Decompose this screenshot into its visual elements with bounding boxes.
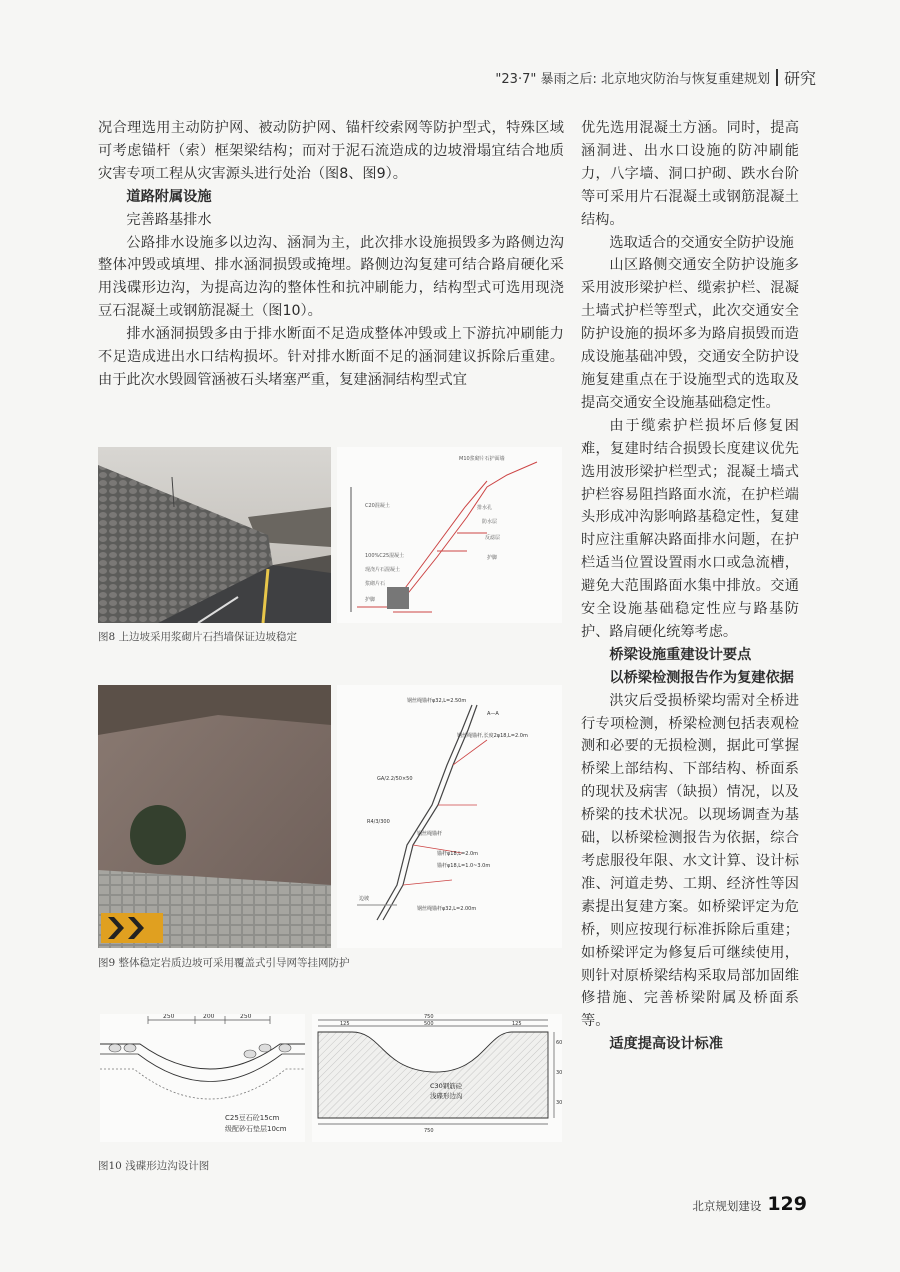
fig8-label: 现浇片石混凝土 (365, 567, 401, 573)
fig10b-dim: 500 (424, 1021, 434, 1027)
paragraph: 排水涵洞损毁多由于排水断面不足造成整体冲毁或上下游抗冲刷能力不足造成进出水口结构损坏。针对排水断面不足的涵洞建议拆除后重建。由于此次水毁圆管涵被石头堵塞严重，复建涵洞结构型式宜 (98, 326, 564, 388)
running-title: "23·7" 暴雨之后: 北京地灾防治与恢复重建规划 (495, 72, 770, 87)
fig8-label: 防水层 (482, 519, 498, 525)
header-divider (776, 69, 778, 86)
fig9-label: 边坡 (359, 896, 370, 902)
paragraph: 山区路侧交通安全防护设施多采用波形梁护栏、缆索护栏、混凝土墙式护栏等型式，此次交通安全防护设施的损坏多为路肩损毁而造成设施基础冲毁，交通安全防护设施复建重点在于设施型式的选取及提高交通安全设施基础稳定性。 (581, 257, 799, 411)
fig8-label-top: M10浆砌片石护面墙 (459, 456, 505, 462)
fig8-caption: 图8 上边坡采用浆砌片石挡墙保证边坡稳定 (98, 631, 298, 643)
paragraph: 优先选用混凝土方涵。同时，提高涵洞进、出水口设施的防冲刷能力，八字墙、洞口护砌、跌水台阶等可采用片石混凝土或钢筋混凝土结构。 (581, 120, 799, 228)
fig10b-label: C30钢筋砼 (430, 1082, 463, 1090)
fig8-label: 护脚 (487, 555, 498, 561)
fig9-label: 钢丝绳锚杆 (417, 831, 443, 837)
subheading-traffic-safety: 选取适合的交通安全防护设施 (609, 234, 794, 251)
fig10b-dim: 30 (556, 1070, 562, 1076)
fig8-label: 100%C25混凝土 (365, 553, 405, 559)
fig10b-dim: 125 (340, 1021, 350, 1027)
fig9-label: 钢丝绳锚杆φ32,L=2.00m (417, 906, 477, 912)
fig9-caption: 图9 整体稳定岩质边坡可采用覆盖式引导网等挂网防护 (98, 957, 350, 969)
fig10-caption: 图10 浅碟形边沟设计图 (98, 1160, 210, 1172)
paragraph: 况合理选用主动防护网、被动防护网、锚杆绞索网等防护型式，特殊区域可考虑锚杆（索）框架梁结构；而对于泥石流造成的边坡滑塌宜结合地质灾害专项工程从灾害源头进行处治（图8、图9）。 (98, 120, 564, 182)
fig9-label: 钢丝绳锚杆,长度2φ18,L=2.0m (457, 733, 528, 739)
fig8-label: 排水孔 (477, 505, 493, 511)
subheading-standards: 适度提高设计标准 (609, 1036, 723, 1053)
fig9-label: A—A (487, 711, 499, 717)
running-header (495, 66, 816, 89)
fig10a-label: 级配砂石垫层10cm (225, 1125, 287, 1133)
subheading-drainage: 完善路基排水 (126, 211, 212, 228)
fig10a-label: C25豆石砼15cm (225, 1114, 280, 1122)
fig10b-dim: 125 (512, 1021, 522, 1027)
fig10a-dim: 250 (163, 1014, 175, 1020)
page-footer (692, 1193, 807, 1215)
page-number: 129 (767, 1193, 807, 1215)
fig8-label: C20混凝土 (365, 503, 390, 509)
fig9-label: 锚杆φ18,L=1.0~3.0m (437, 863, 491, 869)
paragraph: 洪灾后受损桥梁均需对全桥进行专项检测，桥梁检测包括表观检测和必要的无损检测，据此可掌握桥梁上部结构、下部结构、桥面系的现状及病害（缺损）情况，以及桥梁的技术状况。以现场调查为基础，以桥梁检测报告为依据，综合考虑服役年限、水文计算、设计标准、河道走势、工期、经济性等因素提出复建方案。如桥梁评定为危桥，则应按现行标准拆除后重建；如桥梁评定为修复后可继续使用，则针对原桥梁结构采取局部加固维修措施、完善桥梁附属及桥面系等。 (581, 692, 799, 1030)
fig8-label: 反滤层 (485, 535, 501, 541)
journal-name: 北京规划建设 (692, 1199, 762, 1213)
paragraph: 由于缆索护栏损坏后修复困难，复建时结合损毁长度建议优先选用波形梁护栏型式；混凝土墙式护栏容易阻挡路面水流，在护栏端头形成冲沟影响路基稳定性，复建时应注重解决路面排水问题，在护栏适当位置设置雨水口或急流槽，避免大范围路面水集中排放。交通安全设施基础稳定性应与路基防护、路肩硬化统筹考虑。 (581, 417, 799, 640)
heading-road-facilities: 道路附属设施 (126, 188, 212, 205)
paragraph: 公路排水设施多以边沟、涵洞为主，此次排水设施损毁多为路侧边沟整体冲毁或填埋、排水涵洞损毁或掩埋。路侧边沟复建可结合路肩硬化采用浅碟形边沟，为提高边沟的整体性和抗冲刷能力，结构型式可选用现浇豆石混凝土或钢筋混凝土（图10）。 (98, 234, 564, 320)
fig9-drawing (337, 685, 562, 948)
right-column (581, 117, 799, 1056)
fig10b-dim: 30 (556, 1100, 562, 1106)
fig9-label: R4/3/300 (367, 819, 390, 825)
fig8-drawing (337, 447, 562, 623)
fig9-photo (98, 685, 331, 948)
left-column (98, 117, 564, 392)
fig10b-dim: 750 (424, 1128, 434, 1134)
subheading-inspection: 以桥梁检测报告作为复建依据 (609, 669, 794, 686)
fig10a-dim: 200 (203, 1014, 215, 1020)
fig10b-label: 浅碟形边沟 (430, 1092, 463, 1100)
heading-bridge: 桥梁设施重建设计要点 (609, 646, 752, 663)
section-label: 研究 (783, 69, 816, 88)
fig8-label: 护脚 (365, 597, 376, 603)
fig9-label: GA/2.2/50×50 (377, 776, 413, 782)
fig10b-dim: 750 (424, 1014, 434, 1020)
fig8-photo (98, 447, 331, 623)
fig9-label: 钢丝绳锚杆φ32,L=2.50m (407, 698, 467, 704)
fig8-label: 浆砌片石 (365, 581, 386, 587)
fig10a-dim: 250 (240, 1014, 252, 1020)
fig9-label: 锚杆φ18,L=2.0m (437, 851, 479, 857)
fig10-drawing-left (100, 1014, 305, 1142)
fig10-drawing-right (312, 1014, 562, 1142)
fig10b-dim: 60 (556, 1040, 562, 1046)
